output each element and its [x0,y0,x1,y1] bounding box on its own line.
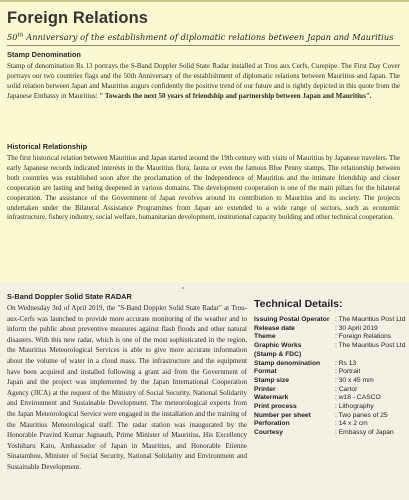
technical-label: Courtesy [254,429,283,437]
technical-value: : 30 x 45 mm [335,376,374,384]
technical-row [254,325,406,334]
technical-label: Format [254,368,277,376]
radar-text: On Wednesday 3rd of April 2019, the "S-Band Doppler Solid State Radar" at Trou-aux-Cerfs was launched to provide more accurate monitoring of the weather and to inform the public about preventive measures against flash floods and other natural disasters. With this new radar, which is one of the most sophisticated in the region, the Mauritius Meteorological Services is able to give more accurate information about the volume of water in a cloud mass. The infrastructure and the equipment have been acquired and installed following a grant aid from the Government of Japan and the project was implemented by the Japan International Cooperation Agency (JICA) at the request of the Ministry of Social Security, National Solidarity and Environment and Sustainable Development. The meteorological experts from the Japan Meteorological Service were engaged in the installation and the training of the Mauritius Meteorological staff. The radar station was inaugurated by the Honorable Pravind Kumar Jugnauth, Prime Minister of Mauritius, His Excellency Yoshiharu Kato, Ambassador of Japan in Mauritius, and Honorable Etienne Sinatambou, Minister of Social Security, National Solidarity and Environment and Sustainable Development. [7,304,247,471]
technical-details-table [254,316,406,438]
technical-row [254,412,406,421]
technical-value: : The Mauritius Post Ltd [335,316,406,323]
technical-label: Number per sheet [254,411,311,419]
embassy-quote: " Towards the next 50 years of friendship and partnership between Japan and Mauritius". [99,91,372,100]
section-gap [0,282,409,292]
technical-label: Watermark [254,394,289,402]
radar-heading: S-Band Doppler Solid State RADAR [7,292,132,301]
technical-row [254,420,406,429]
technical-row [254,342,406,351]
radar-section [4,292,250,498]
technical-value: : 30 April 2019 [335,324,378,332]
historical-text: The first historical relation between Mauritius and Japan started around the 19th century with visits of Mauritius by Japanese travelers. The early Japanese records indicated interests in the Mauritius flora, fauna or even the famous Blue Penny stamps. The relationship between both countries was established soon after the proclamation of the Independence of Mauritius and the intimate friendship and closer cooperation are lasting and being deepened in various domains. The development cooperation is one of the main pillars for the bilateral cooperation. The assistance of the Government of Japan revolves around its contribution to Mauritius and its society. The projects undertaken under the Bilateral Assistance Programmes from Japan are extended to a wide range of sectors, such as economic infrastructure, fishery industry, social welfare, humanitarian development, institutional capacity building and other technical cooperation. [7,154,400,222]
stamp-denomination-body: Stamp of denomination Rs 13 portrays the S-Band Doppler Solid State Radar installed at Trou aux Cerfs, Curepipe. The First Day Cover portrays our two countries flags and the 50th Anniversary of the establishment of diplomatic relations between Mauritius and Japan. The solid relation between Japan and Mauritius augurs confidently the positive trend of our future and is rightly depicted in this quote from the Japanese Embassy in Mauritius: [7,62,400,100]
technical-value: : Lithography [335,403,374,411]
subtitle-ordinal: th [17,32,24,39]
technical-label: Theme [254,333,276,341]
technical-value: : Foreign Relations [335,333,392,341]
technical-row [254,333,406,342]
technical-row [254,394,406,403]
technical-label: Stamp size [254,376,289,384]
technical-details-heading: Technical Details: [254,298,343,310]
technical-label: Release date [254,324,295,332]
technical-label: Graphic Works [254,342,302,350]
technical-row [254,403,406,412]
technical-value: : Rs 13 [335,359,357,367]
historical-heading: Historical Relationship [7,142,88,151]
page-title: Foreign Relations [7,9,149,27]
technical-value: : The Mauritius Post Ltd [335,342,406,350]
technical-label: Stamp denomination [254,359,321,367]
stamp-denomination-text [7,62,400,102]
technical-row [254,316,406,325]
subtitle-text: Anniversary of the establishment of diplomatic relations between Japan and Mauritius [26,32,394,42]
technical-value: : Portrait [335,368,361,376]
subtitle-number: 50 [7,32,18,42]
title-divider [7,45,400,46]
technical-row [254,429,406,438]
technical-details-section [254,292,406,498]
technical-row [254,377,406,386]
technical-label: (Stamp & FDC) [254,350,302,358]
separator-dot [182,287,184,289]
technical-value: : Embassy of Japan [335,429,394,437]
technical-label: Print process [254,403,297,411]
technical-row [254,360,406,369]
anniversary-subtitle [7,32,394,42]
technical-value: : w18 - CASCO [335,394,381,402]
technical-row [254,351,406,360]
technical-value: : Two panes of 25 [335,411,388,419]
stamp-denomination-heading: Stamp Denomination [7,50,81,59]
technical-label: Issuing Postal Operator [254,316,330,323]
technical-value: : Cartor [335,385,358,393]
technical-label: Printer [254,385,276,393]
technical-label: Perforation [254,420,290,428]
technical-value [335,351,406,360]
technical-row [254,386,406,395]
technical-row [254,368,406,377]
technical-value: : 14 x 2 cm [335,420,368,428]
